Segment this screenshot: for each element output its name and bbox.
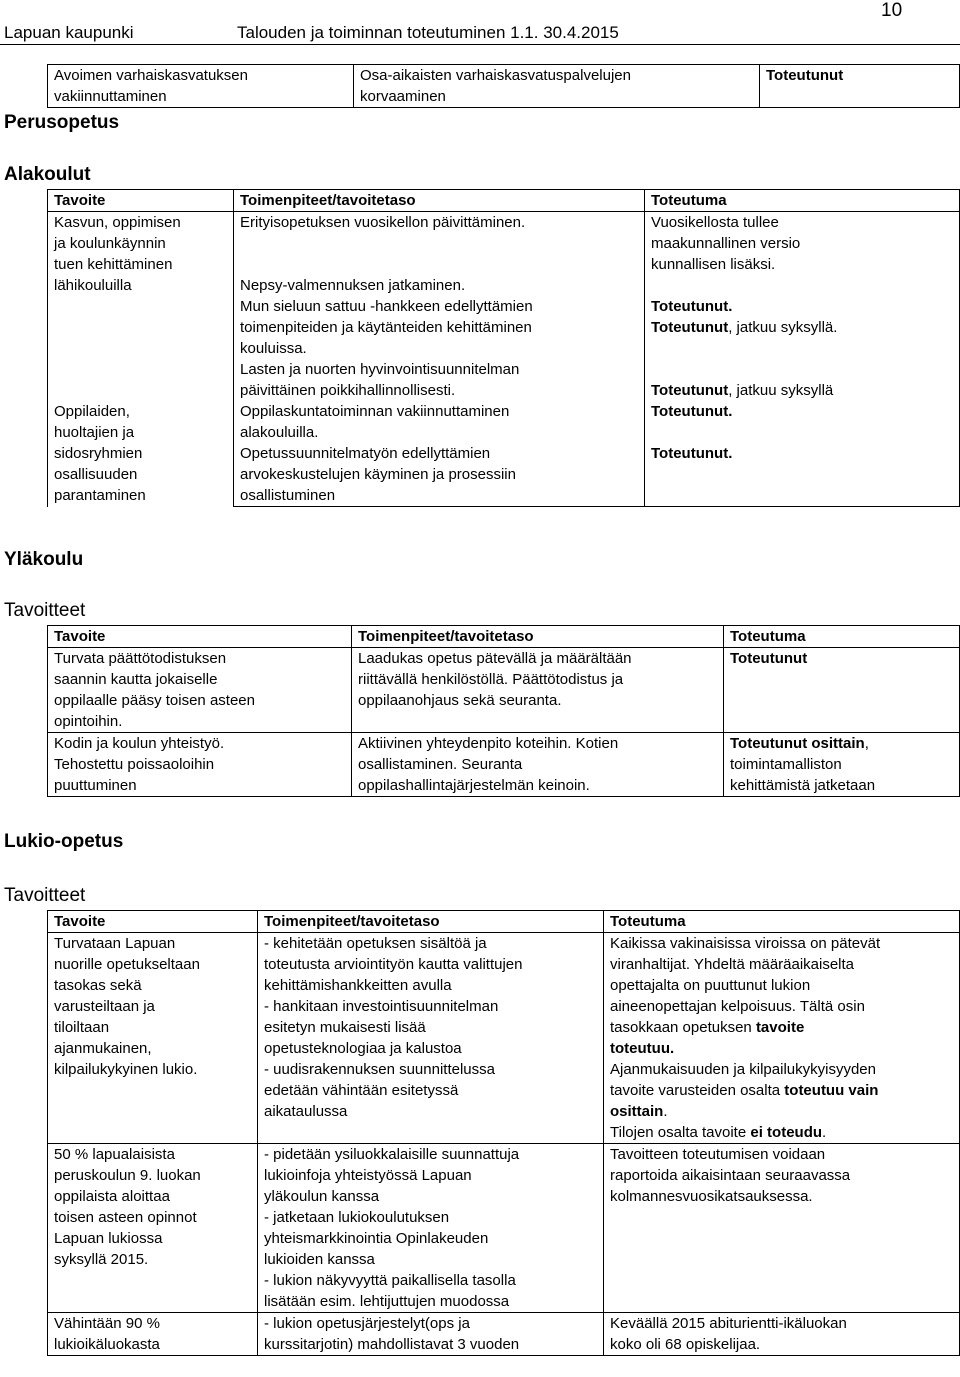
header-rule (0, 44, 960, 45)
col-header-toteutuma: Toteutuma (724, 626, 960, 648)
toimenpiteet-cell: Laadukas opetus pätevällä ja määrältään riittävällä henkilöstöllä. Päättötodistus ja oppilaanohjaus sekä seuranta. (352, 648, 724, 733)
section-alakoulut: Alakoulut (4, 164, 91, 185)
tavoite-cell: Turvataan Lapuan nuorille opetukseltaan tasokas sekä varusteiltaan ja tiloiltaan ajanmukainen, kilpailukykyinen lukio. (48, 933, 258, 1144)
toteutuma-cell: Vuosikellosta tullee maakunnallinen versio kunnallisen lisäksi. Toteutunut. Toteutunut, jatkuu syksyllä. Toteutunut, jatkuu syksyllä Toteutunut. Toteutunut. (645, 212, 960, 507)
table-header-row (48, 190, 960, 212)
table-row (48, 212, 960, 507)
page-number: 10 (881, 0, 903, 21)
toteutuma-cell: Toteutunut (724, 648, 960, 733)
lukio-table (47, 910, 960, 1356)
header-org: Lapuan kaupunki (4, 23, 134, 42)
table-row (48, 1144, 960, 1313)
tavoite-cell: Turvata päättötodistuksen saannin kautta jokaiselle oppilaalle pääsy toisen asteen opintoihin. (48, 648, 352, 733)
toimenpiteet-cell: Erityisopetuksen vuosikellon päivittäminen. Nepsy-valmennuksen jatkaminen. Mun sieluun sattuu -hankkeen edellyttämien toimenpiteiden ja käytänteiden kehittäminen kouluissa. Lasten ja nuorten hyvinvointisuunnitelman päivittäinen poikkihallinnollisesti. Oppilaskuntatoiminnan vakiinnuttaminen alakouluilla. Opetussuunnitelmatyön edellyttämien arvokeskustelujen käyminen ja prosessiin osallistuminen (234, 212, 645, 507)
toimenpiteet-cell: - lukion opetusjärjestelyt(ops ja kurssitarjotin) mahdollistavat 3 vuoden (258, 1313, 604, 1356)
table-header-row (48, 626, 960, 648)
toteutuma-cell: Kaikissa vakinaisissa viroissa on pätevät viranhaltijat. Yhdeltä määräaikaiselta opettajalta on puuttunut lukion aineenopettajan kelpoisuus. Tältä osin tasokkaan opetuksen tavoite toteutuu. Ajanmukaisuuden ja kilpailukykyisyyden tavoite varusteiden osalta toteutuu vain osittain. Tilojen osalta tavoite ei toteudu. (604, 933, 960, 1144)
col-header-toimenpiteet: Toimenpiteet/tavoitetaso (352, 626, 724, 648)
table-row (48, 1313, 960, 1356)
table-row (48, 65, 960, 108)
toimenpiteet-cell: - pidetään ysiluokkalaisille suunnattuja lukioinfoja yhteistyössä Lapuan yläkoulun kanssa - jatketaan lukiokoulutuksen yhteismarkkinointia Opinlakeuden lukioiden kanssa - lukion näkyvyyttä paikallisella tasolla lisätään esim. lehtijuttujen muodossa (258, 1144, 604, 1313)
section-ylakoulu: Yläkoulu (4, 549, 84, 570)
tavoite-cell: 50 % lapualaisista peruskoulun 9. luokan oppilaista aloittaa toisen asteen opinnot Lapuan lukiossa syksyllä 2015. (48, 1144, 258, 1313)
alakoulut-table (47, 189, 960, 507)
toteutuma-cell: Tavoitteen toteutumisen voidaan raportoida aikaisintaan seuraavassa kolmannesvuosikatsauksessa. (604, 1144, 960, 1313)
section-lukio: Lukio-opetus (4, 831, 124, 852)
top-cell-3: Toteutunut (760, 65, 960, 108)
table-row (48, 733, 960, 797)
section-perusopetus: Perusopetus (4, 112, 120, 133)
toimenpiteet-cell: Aktiivinen yhteydenpito koteihin. Kotien osallistaminen. Seuranta oppilashallintajärjestelmän keinoin. (352, 733, 724, 797)
tavoite-cell: Kasvun, oppimisen ja koulunkäynnin tuen kehittäminen lähikouluilla Oppilaiden, huoltajien ja sidosryhmien osallisuuden parantaminen (48, 212, 234, 507)
tavoite-cell: Kodin ja koulun yhteistyö. Tehostettu poissaoloihin puuttuminen (48, 733, 352, 797)
top-cell-2: Osa-aikaisten varhaiskasvatuspalvelujen korvaaminen (354, 65, 760, 108)
col-header-tavoite: Tavoite (48, 190, 234, 212)
toteutuma-cell: Toteutunut osittain, toimintamalliston kehittämistä jatketaan (724, 733, 960, 797)
table-row (48, 648, 960, 733)
table-row (48, 933, 960, 1144)
col-header-toteutuma: Toteutuma (604, 911, 960, 933)
col-header-toimenpiteet: Toimenpiteet/tavoitetaso (258, 911, 604, 933)
col-header-tavoite: Tavoite (48, 626, 352, 648)
toteutuma-cell: Keväällä 2015 abiturientti-ikäluokan koko oli 68 opiskelijaa. (604, 1313, 960, 1356)
toimenpiteet-cell: - kehitetään opetuksen sisältöä ja toteutusta arviointityön kautta valittujen kehittämishankkeitten avulla - hankitaan investointisuunnitelman esitetyn mukaisesti lisää opetusteknologiaa ja kalustoa - uudisrakennuksen suunnittelussa edetään vähintään esitetyssä aikataulussa (258, 933, 604, 1144)
table-header-row (48, 911, 960, 933)
ylakoulu-table (47, 625, 960, 797)
top-table (47, 64, 960, 108)
top-cell-1: Avoimen varhaiskasvatuksen vakiinnuttaminen (48, 65, 354, 108)
col-header-toteutuma: Toteutuma (645, 190, 960, 212)
header-report-title: Talouden ja toiminnan toteutuminen 1.1. 30.4.2015 (237, 23, 619, 42)
col-header-tavoite: Tavoite (48, 911, 258, 933)
tavoite-cell: Vähintään 90 % lukioikäluokasta (48, 1313, 258, 1356)
section-tavoitteet-yla: Tavoitteet (4, 600, 86, 621)
col-header-toimenpiteet: Toimenpiteet/tavoitetaso (234, 190, 645, 212)
section-tavoitteet-lukio: Tavoitteet (4, 885, 86, 906)
